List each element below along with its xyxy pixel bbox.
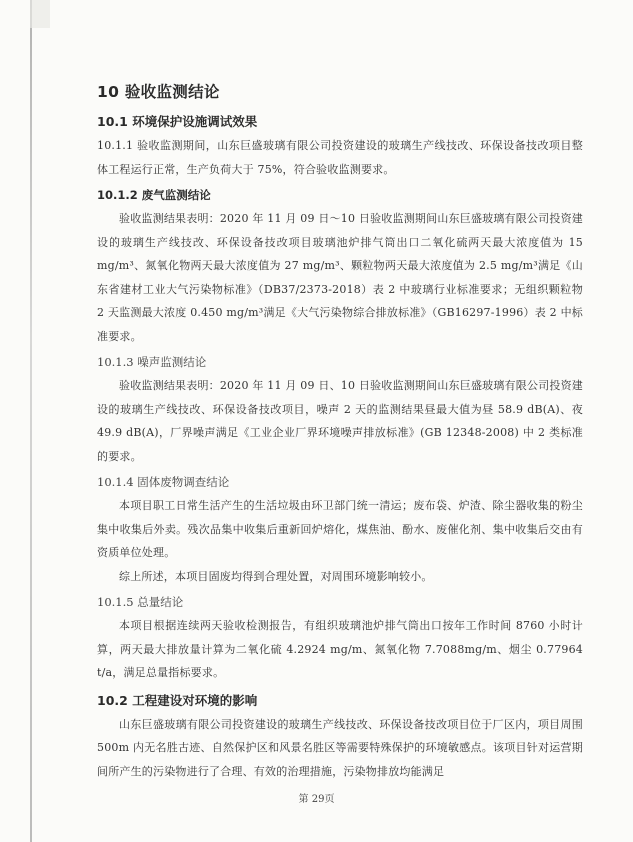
page-number: 第 29页 <box>298 794 335 805</box>
paragraph-total-amount: 本项目根据连续两天验收检测报告，有组织玻璃池炉排气筒出口按年工作时间 8760 小时计算，两天最大排放量计算为二氧化硫 4.2924 mg/m、氮氧化物 7.7088mg/m、烟尘 0.77964 t/a，满足总量指标要求。 <box>97 619 583 679</box>
section-heading-10-2: 10.2 工程建设对环境的影响 <box>97 692 258 708</box>
document-page <box>97 80 583 783</box>
section-heading-10-1: 10.1 环境保护设施调试效果 <box>97 114 258 129</box>
section-heading-10-1-5: 10.1.5 总量结论 <box>97 595 184 609</box>
scan-shadow <box>30 0 50 28</box>
scan-edge <box>30 0 32 842</box>
chapter-title: 10 验收监测结论 <box>97 83 220 101</box>
paragraph-environment-impact: 山东巨盛玻璃有限公司投资建设的玻璃生产线技改、环保设备技改项目位于厂区内，项目周围 500m 内无名胜古迹、自然保护区和风景名胜区等需要特殊保护的环境敏感点。该项目针对运营期间所产生的污染物进行了合理、有效的治理措施，污染物排放均能满足 <box>97 717 583 778</box>
section-heading-10-1-4: 10.1.4 固体废物调查结论 <box>97 475 230 489</box>
paragraph-10-1-1: 10.1.1 验收监测期间，山东巨盛玻璃有限公司投资建设的玻璃生产线技改、环保设备技改项目整体工程运行正常，生产负荷大于 75%，符合验收监测要求。 <box>97 139 583 176</box>
paragraph-noise: 验收监测结果表明：2020 年 11 月 09 日、10 日验收监测期间山东巨盛玻璃有限公司投资建设的玻璃生产线技改、环保设备技改项目，噪声 2 天的监测结果昼最大值为昼 58.9 dB(A)、夜 49.9 dB(A)，厂界噪声满足《工业企业厂界环境噪声排放标准》(GB 12348-2008) 中 2 类标准的要求。 <box>97 379 583 463</box>
paragraph-exhaust-gas: 验收监测结果表明：2020 年 11 月 09 日～10 日验收监测期间山东巨盛玻璃有限公司投资建设的玻璃生产线技改、环保设备技改项目玻璃池炉排气筒出口二氧化硫两天最大浓度值为 15 mg/m³、氮氧化物两天最大浓度值为 27 mg/m³、颗粒物两天最大浓度值为 2.5 mg/m³满足《山东省建材工业大气污染物标准》（DB37/2373-2018）表 2 中玻璃行业标准要求；无组织颗粒物 2 天监测最大浓度 0.450 mg/m³满足《大气污染物综合排放标准》（GB16297-1996）表 2 中标准要求。 <box>97 212 583 343</box>
section-heading-10-1-2: 10.1.2 废气监测结论 <box>97 188 211 202</box>
paragraph-solid-waste-summary: 综上所述，本项目固废均得到合理处置，对周围环境影响较小。 <box>119 569 433 583</box>
paragraph-solid-waste: 本项目职工日常生活产生的生活垃圾由环卫部门统一清运；废布袋、炉渣、除尘器收集的粉尘集中收集后外卖。残次品集中收集后重新回炉熔化，煤焦油、酚水、废催化剂、集中收集后交由有资质单位处理。 <box>97 499 583 559</box>
section-heading-10-1-3: 10.1.3 噪声监测结论 <box>97 355 207 369</box>
